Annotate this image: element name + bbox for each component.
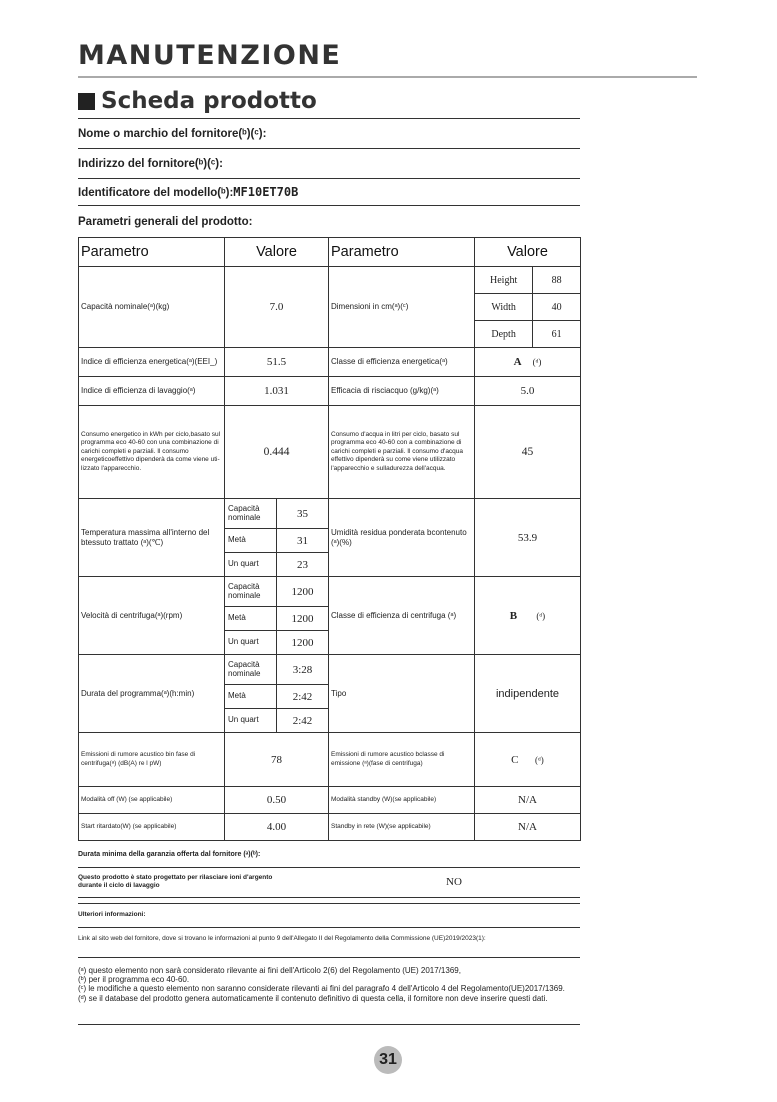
- product-table: [78, 237, 581, 841]
- temperature-label: Temperatura massima all'interno del btessuto trattato (ᵃ)(℃): [79, 499, 225, 577]
- model-field: [78, 185, 580, 199]
- spin-speed-value: 1200: [277, 577, 329, 607]
- footnotes: [78, 966, 580, 1003]
- water-consumption-value: 45: [475, 406, 581, 499]
- table-row: [79, 814, 581, 841]
- spin-speed-label: Velocità di centrifuga(ᵃ)(rpm): [79, 577, 225, 655]
- water-consumption-label: Consumo d'acqua in litri per ciclo, basato sul programma eco 40-60 con a combinazione di carichi completi e parziali. Il consumo d'acqua effettivo dipenderà su come viene utilizzato l'apparecchio e sulladurezza dell'acqua.: [329, 406, 475, 499]
- table-header-row: [79, 238, 581, 267]
- energy-class-note: (ᵈ): [532, 357, 542, 367]
- header-divider: [78, 76, 697, 78]
- further-info-label: Ulteriori informazioni:: [78, 911, 146, 918]
- dim-value: 88: [533, 267, 580, 294]
- rinse-value: 5.0: [475, 377, 581, 406]
- table-row: [79, 267, 581, 348]
- standby-value: N/A: [475, 787, 581, 814]
- noise-class-label: Emissioni di rumore acustico bclasse di emissione (ᵃ)(fase di centrifuga): [329, 733, 475, 787]
- footnote: (ᶜ) le modifiche a questo elemento non saranno considerate rilevanti ai fini del paragrafo 4 dell'Articolo 4 del Regolamento(UE)2017/1369.: [78, 984, 565, 994]
- type-value: indipendente: [475, 655, 581, 733]
- page-number: 31: [374, 1046, 402, 1074]
- divider: [78, 178, 580, 179]
- temperature-key: Capacità nominale: [225, 499, 277, 529]
- network-standby-value: N/A: [475, 814, 581, 841]
- divider: [78, 205, 580, 206]
- off-mode-value: 0.50: [225, 787, 329, 814]
- moisture-value: 53.9: [475, 499, 581, 577]
- table-row: [79, 577, 581, 607]
- energy-class-cell: [475, 348, 581, 377]
- delay-start-label: Start ritardato(W) (se applicabile): [79, 814, 225, 841]
- footnote: (ᵈ) se il database del prodotto genera automaticamente il contenuto definitivo di questa cella, il fornitore non deve inserire questi dati.: [78, 993, 548, 1003]
- noise-class-value: C: [511, 753, 519, 766]
- guarantee-text: Durata minima della garanzia offerta dal fornitore (ᵃ)(ᵇ):: [78, 851, 261, 858]
- temperature-value: 31: [277, 529, 329, 553]
- divider: [78, 897, 580, 898]
- temperature-key: Metà: [225, 529, 277, 553]
- page-header-title: MANUTENZIONE: [78, 40, 342, 71]
- energy-consumption-value: 0.444: [225, 406, 329, 499]
- spin-class-label: Classe di efficienza di centrifuga (ᵃ): [329, 577, 475, 655]
- table-row: [79, 733, 581, 787]
- noise-label: Emissioni di rumore acustico bin fase di centrifuga(ᵃ) (dB(A) re l pW): [79, 733, 225, 787]
- duration-key: Un quart: [225, 709, 277, 733]
- spin-speed-value: 1200: [277, 631, 329, 655]
- divider: [78, 927, 580, 928]
- spin-speed-value: 1200: [277, 607, 329, 631]
- spin-speed-key: Metà: [225, 607, 277, 631]
- divider: [78, 957, 580, 958]
- spin-class-cell: [475, 577, 581, 655]
- duration-key: Capacità nominale: [225, 655, 277, 685]
- link-text: Link al sito web del fornitore, dove si trovano le informazioni al punto 9 dell'Allegato II del Regolamento della Commissione (UE)2019/2023(1):: [78, 935, 486, 942]
- spin-speed-key: Capacità nominale: [225, 577, 277, 607]
- header-cell: Parametro: [79, 238, 225, 267]
- dim-key: Width: [475, 294, 533, 321]
- divider: [78, 118, 580, 119]
- spin-class-note: (ᵈ): [536, 610, 546, 621]
- header-cell: Parametro: [329, 238, 475, 267]
- noise-class-cell: [475, 733, 581, 787]
- off-mode-label: Modalità off (W) (se applicabile): [79, 787, 225, 814]
- moisture-label: Umidità residua ponderata bcontenuto (ᵃ)(%): [329, 499, 475, 577]
- divider: [78, 903, 580, 904]
- footnote: (ᵇ) per il programma eco 40-60.: [78, 975, 190, 985]
- general-params-label: Parametri generali del prodotto:: [78, 216, 253, 228]
- spin-class-value: B: [509, 609, 518, 622]
- duration-key: Metà: [225, 685, 277, 709]
- spin-speed-key: Un quart: [225, 631, 277, 655]
- table-row: [79, 655, 581, 685]
- dim-key: Depth: [475, 321, 533, 348]
- wash-index-value: 1.031: [225, 377, 329, 406]
- network-standby-label: Standby in rete (W)(se applicabile): [329, 814, 475, 841]
- duration-value: 2:42: [277, 709, 329, 733]
- type-label: Tipo: [329, 655, 475, 733]
- eei-value: 51.5: [225, 348, 329, 377]
- section-title-text: Scheda prodotto: [101, 88, 317, 114]
- capacity-value: 7.0: [225, 267, 329, 348]
- divider: [78, 1024, 580, 1025]
- table-row: [79, 377, 581, 406]
- temperature-value: 23: [277, 553, 329, 577]
- square-bullet-icon: [78, 93, 95, 110]
- eei-label: Indice di efficienza energetica(ᵃ)(EEI_): [79, 348, 225, 377]
- delay-start-value: 4.00: [225, 814, 329, 841]
- energy-class-label: Classe di efficienza energetica(ᵃ): [329, 348, 475, 377]
- header-cell: Valore: [225, 238, 329, 267]
- supplier-field: Nome o marchio del fornitore(ᵇ)(ᶜ):: [78, 128, 267, 140]
- dim-key: Height: [475, 267, 533, 294]
- table-row: [79, 787, 581, 814]
- silver-ions-label: Questo prodotto è stato progettato per rilasciare ioni d'argento durante il ciclo di lavaggio: [78, 874, 273, 889]
- model-label: Identificatore del modello(ᵇ):: [78, 187, 234, 199]
- model-value: MF10ET70B: [233, 185, 299, 199]
- dimensions-cell: [475, 267, 581, 348]
- table-row: [79, 406, 581, 499]
- header-cell: Valore: [475, 238, 581, 267]
- table-row: [79, 348, 581, 377]
- duration-value: 2:42: [277, 685, 329, 709]
- standby-label: Modalità standby (W)(se applicabile): [329, 787, 475, 814]
- temperature-key: Un quart: [225, 553, 277, 577]
- section-title: [78, 88, 317, 114]
- silver-ions-value: NO: [446, 876, 462, 888]
- energy-class-value: A: [513, 356, 522, 368]
- noise-class-note: (ᵈ): [535, 754, 544, 765]
- duration-value: 3:28: [277, 655, 329, 685]
- divider: [78, 148, 580, 149]
- footnote: (ᵃ) questo elemento non sarà considerato rilevante ai fini dell'Articolo 2(6) del Regolamento (UE) 2017/1369,: [78, 966, 461, 975]
- energy-consumption-label: Consumo energetico in kWh per ciclo,basato sul programma eco 40-60 con una combinazione di carichi completi e parziali. Il consumo energeticoeffettivo dipenderà da come viene uti-lizzato l'apparecchio.: [79, 406, 225, 499]
- divider: [78, 867, 580, 868]
- wash-index-label: Indice di efficienza di lavaggio(ᵃ): [79, 377, 225, 406]
- table-row: [79, 499, 581, 529]
- dim-value: 40: [533, 294, 580, 321]
- dim-value: 61: [551, 328, 562, 340]
- capacity-label: Capacità nominale(ᵃ)(kg): [79, 267, 225, 348]
- noise-value: 78: [225, 733, 329, 787]
- dimensions-label: Dimensioni in cm(ᵃ)(ᶜ): [329, 267, 475, 348]
- temperature-value: 35: [277, 499, 329, 529]
- duration-label: Durata del programma(ᵃ)(h:min): [79, 655, 225, 733]
- address-field: Indirizzo del fornitore(ᵇ)(ᶜ):: [78, 158, 223, 170]
- rinse-label: Efficacia di risciacquo (g/kg)(ᵃ): [329, 377, 475, 406]
